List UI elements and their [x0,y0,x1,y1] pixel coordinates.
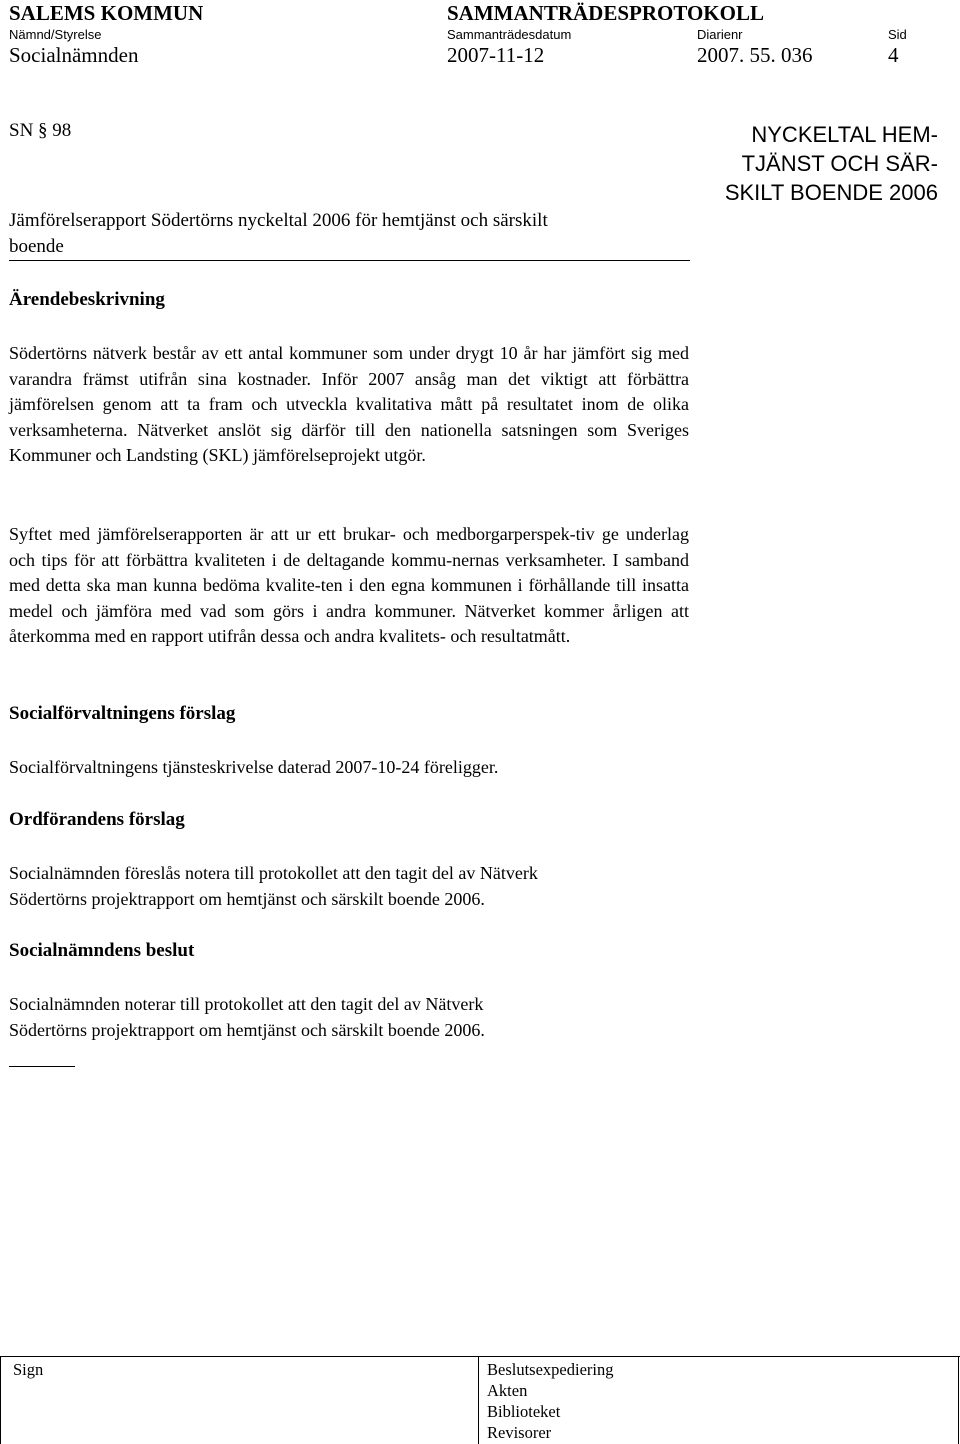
meeting-date-label: Sammanträdesdatum [447,27,572,42]
section-heading-arendebeskrivning: Ärendebeskrivning [9,289,165,310]
case-title-line: boende [9,235,64,257]
footer-divider [478,1356,479,1444]
distribution-list [487,1359,613,1443]
side-title [678,120,938,207]
ordforande-text [9,861,538,912]
sign-label: Sign [13,1360,44,1379]
document-type: SAMMANTRÄDESPROTOKOLL [447,1,764,25]
distribution-item: Beslutsexpediering [487,1360,614,1379]
board-label: Nämnd/Styrelse [9,27,102,42]
distribution-item: Biblioteket [487,1402,561,1421]
footer-left-border [0,1356,1,1444]
registration-label: Diarienr [697,27,743,42]
distribution-item: Akten [487,1381,528,1400]
side-title-line: SKILT BOENDE 2006 [724,180,938,205]
case-number [9,118,71,144]
case-title [9,208,548,259]
section-sign: § [38,120,48,141]
beslut-text [9,992,485,1043]
title-underline [9,260,690,261]
section-heading-forvaltning: Socialförvaltningens förslag [9,703,236,724]
section-heading-ordforande: Ordförandens förslag [9,809,185,830]
footer-top-border [0,1356,960,1357]
case-prefix: SN [9,120,34,141]
beslut-line: Socialnämnden noterar till protokollet att den tagit del av Nätverk [9,994,484,1014]
ordforande-line: Södertörns projektrapport om hemtjänst och särskilt boende 2006. [9,888,485,909]
meeting-date-value: 2007-11-12 [447,43,545,67]
case-title-line: Jämförelserapport Södertörns nyckeltal 2006 för hemtjänst och särskilt [9,210,548,231]
beslut-line: Södertörns projektrapport om hemtjänst och särskilt boende 2006. [9,1019,485,1040]
side-title-line: NYCKELTAL HEM- [751,122,938,147]
board-value: Socialnämnden [9,43,139,67]
forvaltning-text: Socialförvaltningens tjänsteskrivelse daterad 2007-10-24 föreligger. [9,757,499,777]
case-number-value: 98 [52,120,72,141]
registration-value: 2007. 55. 036 [697,43,813,67]
page-number: 4 [888,43,899,67]
side-title-line: TJÄNST OCH SÄR- [741,151,938,176]
arende-paragraph-1: Södertörns nätverk består av ett antal kommuner som under drygt 10 år har jämfört sig med varandra främst utifrån sina kostnader. Inför 2007 ansåg man det viktigt att förbättra jämförelsen genom att ta fram och utveckla kvalitativa mått på resultatet inom de olika verksamheterna. Nätverket anslöt sig därför till den nationella satsningen som Sveriges Kommuner och Landsting (SKL) jämförelseprojekt utgör. [9,343,689,465]
page-label: Sid [888,27,907,42]
arende-paragraph-2: Syftet med jämförelserapporten är att ur ett brukar- och medborgarperspek-tiv ge underlag och tips för att förbättra kvaliteten i de deltagande kommu-nernas verksamheter. I samband med detta ska man kunna bedöma kvalite-ten i den egna kommunen i förhållande till insatta medel och jämföra med vad som görs i andra kommuner. Nätverket kommer årligen att återkomma med en rapport utifrån dessa och andra kvalitets- och resultatmått. [9,524,689,646]
end-rule [9,1066,75,1067]
section-heading-beslut: Socialnämndens beslut [9,940,195,961]
ordforande-line: Socialnämnden föreslås notera till protokollet att den tagit del av Nätverk [9,863,538,883]
organization-name: SALEMS KOMMUN [9,1,204,25]
distribution-item: Revisorer [487,1423,552,1442]
footer-right-border [958,1356,959,1444]
